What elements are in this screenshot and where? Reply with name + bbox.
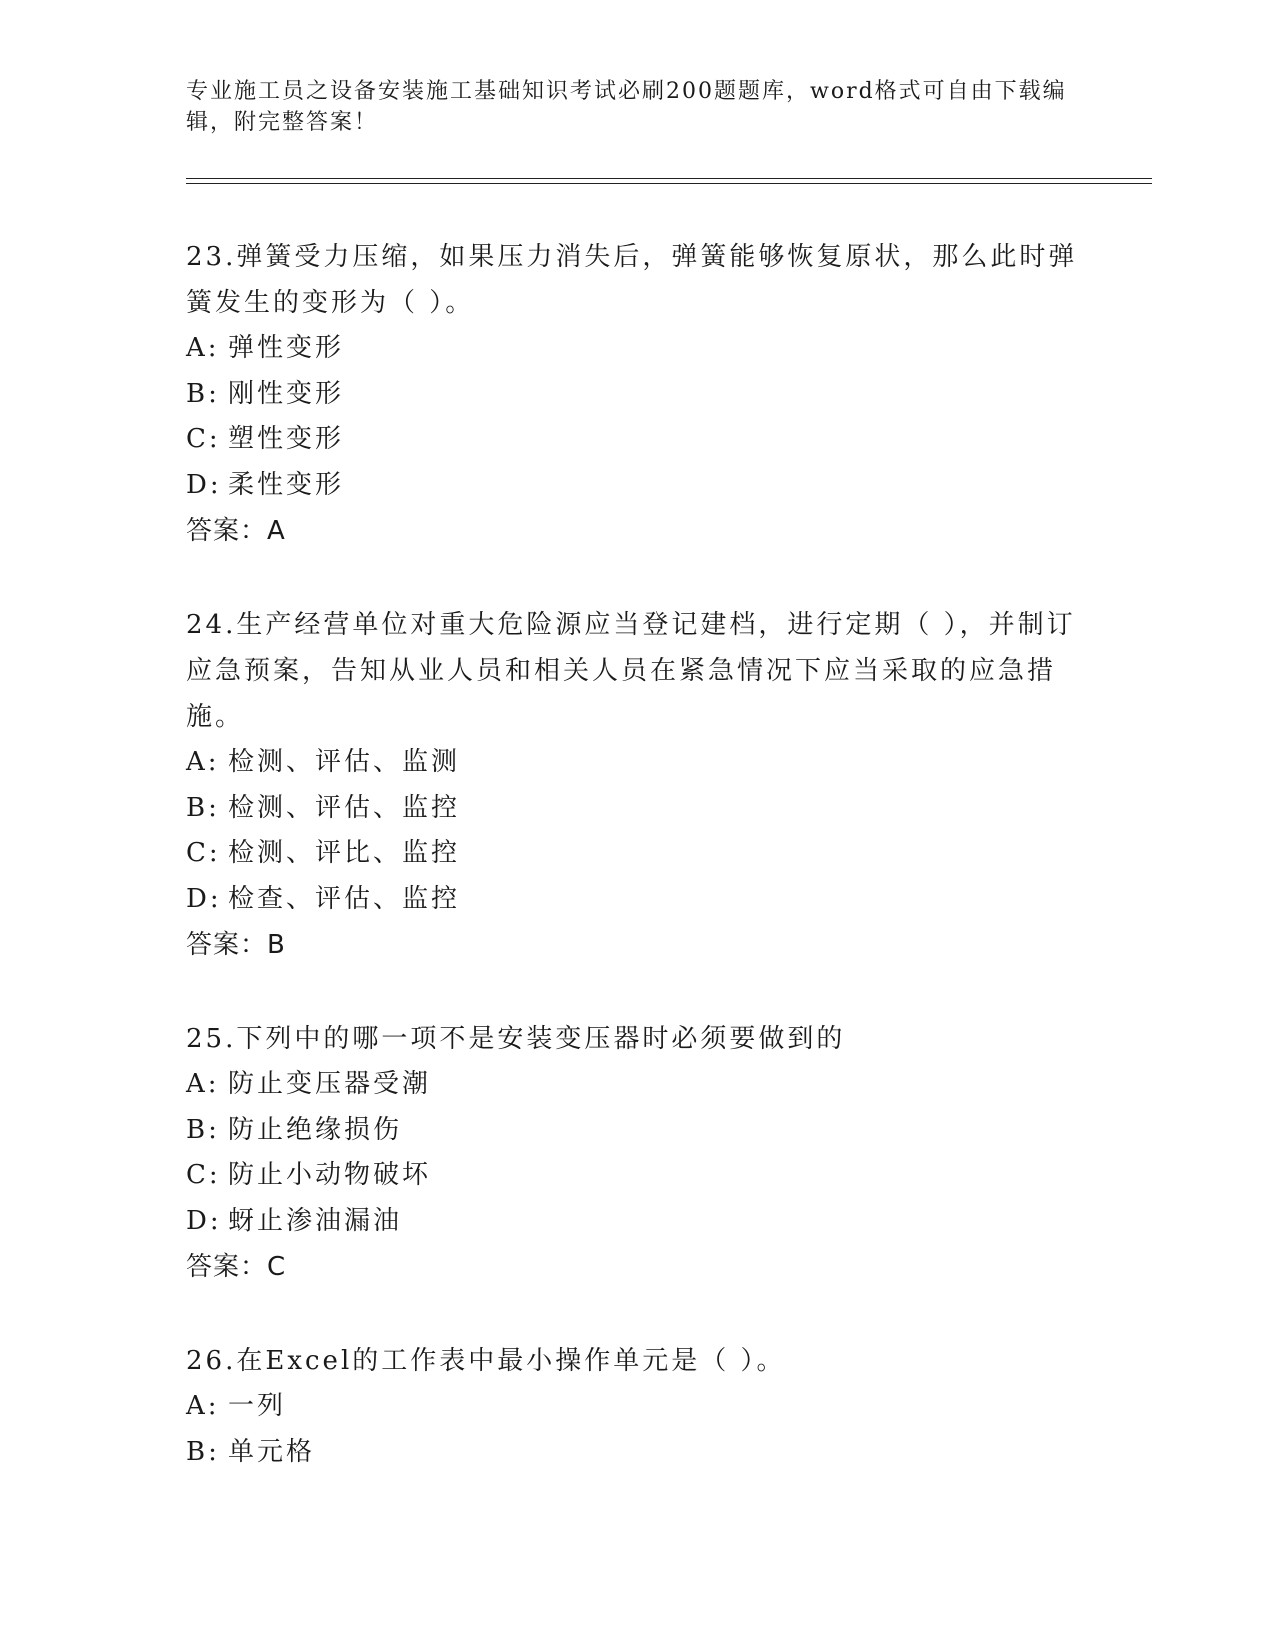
option-label: A: [186,1069,220,1099]
option-label: A: [186,1391,220,1421]
option-text: 一列 [228,1391,287,1421]
option-text: 检测、评比、监控 [228,838,461,868]
question-26 [186,1338,1086,1475]
option-text: 单元格 [228,1436,316,1467]
option-text: 防止小动物破坏 [228,1160,432,1190]
option-c [186,417,1086,463]
option-label: D: [186,1205,222,1236]
option-label: B: [186,378,220,409]
answer-text: 答案：B [186,930,286,960]
option-label: C: [186,1160,221,1190]
option-a [186,1062,1086,1108]
option-c [186,831,1086,877]
option-text: 检测、评估、监控 [228,792,461,823]
option-label: A: [186,333,220,363]
option-text: 蚜止渗油漏油 [228,1205,403,1236]
header-divider-top [186,178,1152,179]
question-23 [186,234,1086,554]
question-list [186,234,1086,1523]
option-a [186,740,1086,786]
option-b [186,1108,1086,1154]
answer-text: 答案：A [186,516,286,546]
option-d [186,1199,1086,1245]
header-title: 专业施工员之设备安装施工基础知识考试必刷200题题库，word格式可自由下载编辑，附完整答案！ [186,79,1067,135]
option-d [186,463,1086,509]
option-text: 弹性变形 [228,333,345,363]
answer-text: 答案：C [186,1252,287,1282]
option-text: 柔性变形 [228,469,345,500]
question-25 [186,1016,1086,1290]
option-label: D: [186,883,222,914]
question-24 [186,602,1086,968]
question-stem: 23.弹簧受力压缩，如果压力消失后，弹簧能够恢复原状，那么此时弹簧发生的变形为（ ）。 [186,242,1078,318]
header-divider-bottom [186,183,1152,184]
option-text: 检测、评估、监测 [228,747,461,777]
question-stem: 25.下列中的哪一项不是安装变压器时必须要做到的 [186,1024,846,1054]
option-text: 防止绝缘损伤 [228,1114,403,1145]
question-stem: 26.在Excel的工作表中最小操作单元是（ ）。 [186,1346,786,1376]
option-text: 刚性变形 [228,378,345,409]
option-text: 检查、评估、监控 [228,883,461,914]
option-b [186,372,1086,418]
option-text: 防止变压器受潮 [228,1069,432,1099]
option-label: B: [186,792,220,823]
question-stem: 24.生产经营单位对重大危险源应当登记建档，进行定期（ ），并制订应急预案，告知从业人员和相关人员在紧急情况下应当采取的应急措施。 [186,610,1076,732]
option-label: C: [186,424,221,454]
option-b [186,786,1086,832]
option-d [186,877,1086,923]
option-a [186,1384,1086,1430]
option-b [186,1430,1086,1476]
option-label: D: [186,469,222,500]
option-label: A: [186,747,220,777]
option-label: B: [186,1114,220,1145]
document-header [186,76,1086,138]
option-label: C: [186,838,221,868]
option-a [186,326,1086,372]
option-c [186,1153,1086,1199]
option-label: B: [186,1436,220,1467]
option-text: 塑性变形 [228,424,345,454]
